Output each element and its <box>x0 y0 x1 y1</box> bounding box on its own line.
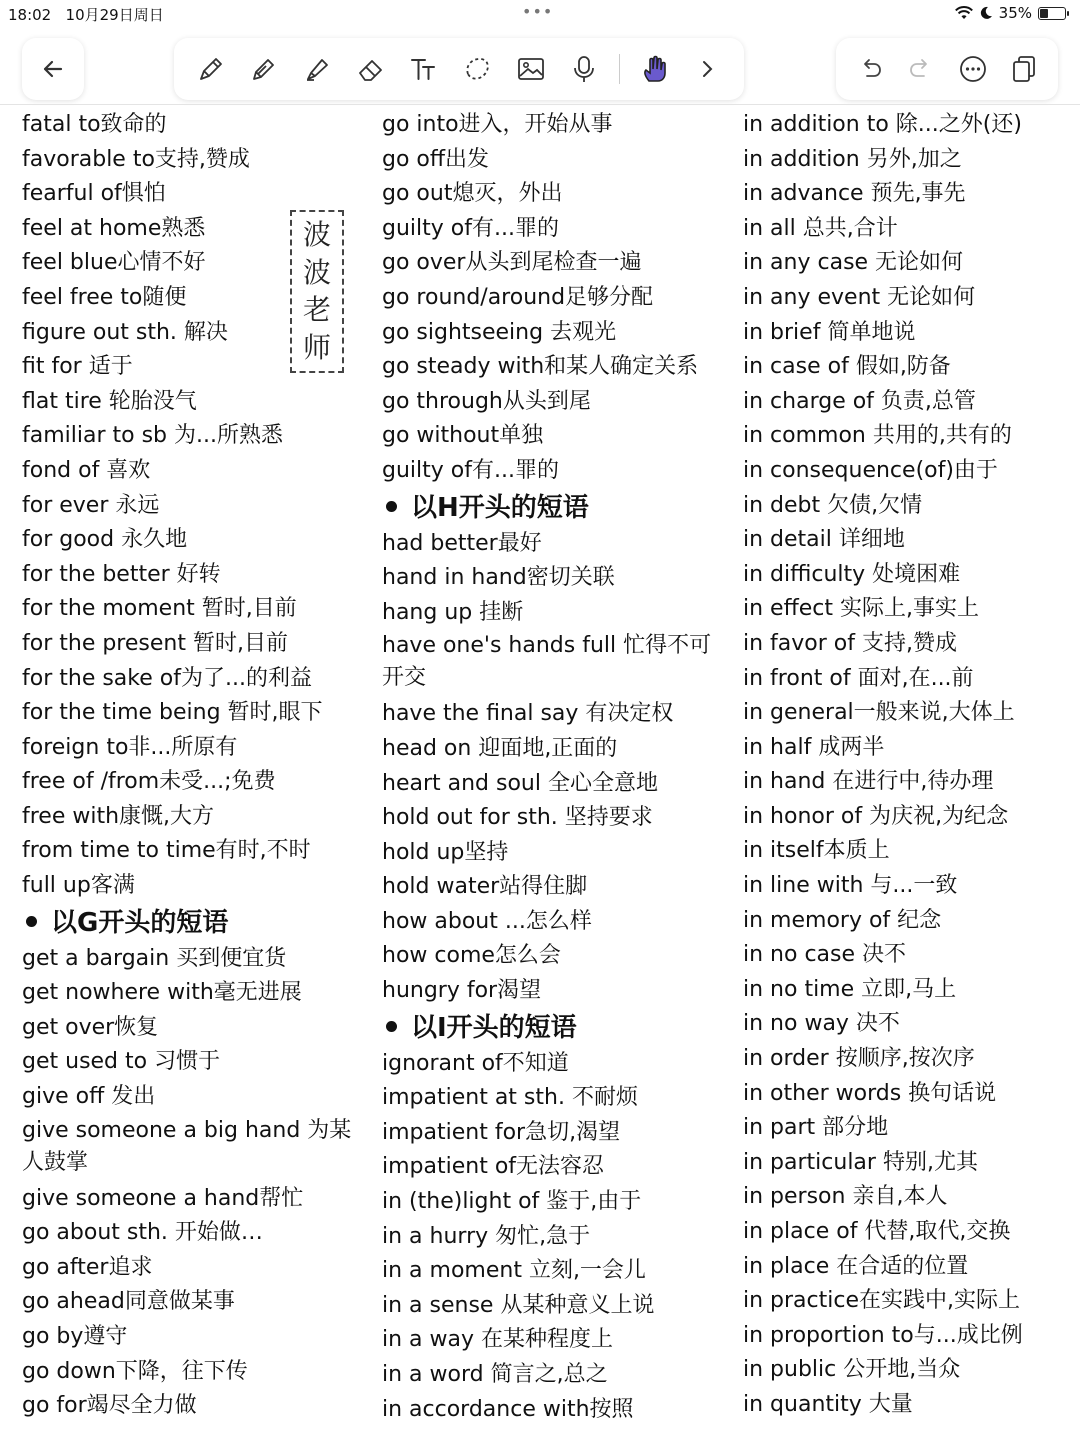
stamp-char: 波 <box>302 255 331 289</box>
phrase-line: hold up坚持 <box>382 839 509 865</box>
pencil-icon[interactable] <box>245 50 283 88</box>
phrase-line: in a way 在某种程度上 <box>382 1327 614 1353</box>
phrase-line: in favor of 支持,赞成 <box>743 630 957 656</box>
image-icon[interactable] <box>512 50 550 88</box>
phrase-line: in place 在合适的位置 <box>743 1253 969 1279</box>
phrase-line: head on 迎面地,正面的 <box>382 735 618 761</box>
stamp-char: 师 <box>302 331 331 365</box>
phrase-line: for the present 暂时,目前 <box>22 630 288 656</box>
phrase-line: foreign to非...所原有 <box>22 734 238 760</box>
phrase-line: in effect 实际上,事实上 <box>743 596 979 622</box>
phrase-line: have the final say 有决定权 <box>382 701 674 727</box>
phrase-line: feel blue心情不好 <box>22 250 206 276</box>
phrase-line: in proportion to与...成比例 <box>743 1322 1023 1348</box>
back-button[interactable] <box>22 38 84 100</box>
phrase-line: in line with 与...一致 <box>743 873 958 899</box>
bullet-icon <box>26 916 37 927</box>
chevron-right-icon[interactable] <box>688 50 726 88</box>
phrase-line: go after追求 <box>22 1254 153 1280</box>
phrase-line: impatient for急切,渴望 <box>382 1119 621 1145</box>
text-tool-icon[interactable] <box>405 50 443 88</box>
phrase-line: figure out sth. 解决 <box>22 319 228 345</box>
battery-fill <box>1040 9 1048 18</box>
phrase-line: go round/around足够分配 <box>382 284 654 310</box>
phrase-line: in person 亲自,本人 <box>743 1184 948 1210</box>
phrase-line: impatient of无法容忍 <box>382 1154 605 1180</box>
phrase-line: in a moment 立刻,一会儿 <box>382 1258 646 1284</box>
phrase-line: favorable to支持,赞成 <box>22 146 250 172</box>
phrase-line: for the sake of为了...的利益 <box>22 665 312 691</box>
phrase-line: give someone a hand帮忙 <box>22 1185 304 1211</box>
section-heading <box>22 904 362 942</box>
phrase-line: go ahead同意做某事 <box>22 1289 235 1315</box>
phrase-line: in no case 决不 <box>743 942 907 968</box>
phrase-line: in no time 立即,马上 <box>743 976 957 1002</box>
phrase-line: hungry for渴望 <box>382 978 542 1004</box>
phrase-line: fatal to致命的 <box>22 112 167 137</box>
lasso-icon[interactable] <box>458 50 496 88</box>
phrase-line: in practice在实践中,实际上 <box>743 1288 1020 1314</box>
phrase-line: in particular 特别,尤其 <box>743 1149 978 1175</box>
phrase-line: free of /from未受...;免费 <box>22 769 276 795</box>
bullet-icon <box>386 501 397 512</box>
header-divider <box>0 104 1080 105</box>
phrase-line: go out熄灭，外出 <box>382 181 563 207</box>
phrase-line: in order 按顺序,按次序 <box>743 1046 975 1072</box>
phrase-line: in debt 欠债,欠情 <box>743 492 923 518</box>
phrase-line: familiar to sb 为...所熟悉 <box>22 423 283 449</box>
phrase-line: in advance 预先,事先 <box>743 181 966 207</box>
redo-icon[interactable] <box>902 50 940 88</box>
section-heading-text: 以G开头的短语 <box>51 907 229 938</box>
phrase-line: for the better 好转 <box>22 561 221 587</box>
section-heading-text: 以I开头的短语 <box>411 1012 577 1043</box>
right-toolbar <box>836 38 1058 100</box>
date-text: 10月29日周日 <box>65 6 164 24</box>
phrase-line: in memory of 纪念 <box>743 907 942 933</box>
phrase-line: go down下降，往下传 <box>22 1358 248 1384</box>
phrase-line: impatient at sth. 不耐烦 <box>382 1085 638 1111</box>
phrase-line: get over恢复 <box>22 1014 159 1040</box>
phrase-line: in honor of 为庆祝,为纪念 <box>743 803 1009 829</box>
phrase-line: get used to 习惯于 <box>22 1049 221 1075</box>
phrase-line: full up客满 <box>22 873 135 899</box>
phrase-line: for ever 永远 <box>22 492 160 518</box>
phrase-line: feel at home熟悉 <box>22 215 206 241</box>
phrase-line: hold out for sth. 坚持要求 <box>382 805 653 831</box>
highlighter-icon[interactable] <box>298 50 336 88</box>
phrase-line: in hand 在进行中,待办理 <box>743 769 994 795</box>
phrase-line: in brief 简单地说 <box>743 319 916 345</box>
phrase-line: give off 发出 <box>22 1084 156 1110</box>
eraser-icon[interactable] <box>352 50 390 88</box>
status-bar <box>0 0 1080 28</box>
phrase-line: in place of 代替,取代,交换 <box>743 1219 1011 1244</box>
phrase-line: hand in hand密切关联 <box>382 565 615 591</box>
phrase-line: in part 部分地 <box>743 1115 889 1141</box>
phrase-line: in half 成两半 <box>743 734 885 760</box>
phrase-line: hold water站得住脚 <box>382 874 588 900</box>
phrase-line: go into进入，开始从事 <box>382 112 613 137</box>
phrase-line: in consequence(of)由于 <box>743 457 998 483</box>
phrase-line: in accordance with按照 <box>382 1396 634 1422</box>
phrase-line: had better最好 <box>382 530 542 556</box>
arrow-left-icon <box>34 50 72 88</box>
phrase-line: how about ...怎么样 <box>382 908 592 934</box>
status-right <box>955 4 1066 22</box>
phrase-line: in all 总共,合计 <box>743 215 898 241</box>
phrase-line: go for竭尽全力做 <box>22 1393 197 1419</box>
toolbar-divider <box>619 54 620 84</box>
section-heading <box>382 489 727 527</box>
note-column-2 <box>382 108 727 1427</box>
phrase-line: how come怎么会 <box>382 943 561 969</box>
phrase-line: fearful of惧怕 <box>22 181 166 207</box>
phrase-line: go steady with和某人确定关系 <box>382 354 699 380</box>
phrase-line: in addition 另外,加之 <box>743 146 962 172</box>
touch-hand-icon[interactable] <box>635 50 673 88</box>
moon-icon <box>979 6 993 20</box>
phrase-line: give someone a big hand 为某人鼓掌 <box>22 1117 352 1175</box>
section-heading <box>382 1009 727 1047</box>
multitasking-dots-icon[interactable]: ••• <box>522 2 554 21</box>
phrase-line: in other words 换句话说 <box>743 1080 997 1106</box>
phrase-line: in any case 无论如何 <box>743 250 964 276</box>
phrase-line: in a sense 从某种意义上说 <box>382 1292 655 1318</box>
phrase-line: in (the)light of 鉴于,由于 <box>382 1189 642 1215</box>
phrase-line: go sightseeing 去观光 <box>382 319 617 345</box>
phrase-line: go over从头到尾检查一遍 <box>382 250 642 276</box>
microphone-icon[interactable] <box>565 50 603 88</box>
phrase-line: from time to time有时,不时 <box>22 838 311 864</box>
undo-icon[interactable] <box>851 50 889 88</box>
clock-text: 18:02 <box>8 6 52 24</box>
phrase-line: in addition to 除...之外(还) <box>743 112 1022 137</box>
status-time <box>8 4 164 25</box>
teacher-signature-stamp <box>290 210 344 373</box>
phrase-line: in charge of 负责,总管 <box>743 388 976 414</box>
phrase-line: go by遵守 <box>22 1324 128 1349</box>
tool-palette <box>174 38 744 100</box>
phrase-line: hang up 挂断 <box>382 599 524 625</box>
phrase-line: have one's hands full 忙得不可开交 <box>382 633 712 691</box>
note-column-3 <box>743 108 1073 1423</box>
phrase-line: in detail 详细地 <box>743 527 905 553</box>
bullet-icon <box>386 1021 397 1032</box>
pages-icon[interactable] <box>1005 50 1043 88</box>
phrase-line: in itself本质上 <box>743 838 890 864</box>
phrase-line: fit for 适于 <box>22 354 133 380</box>
phrase-line: flat tire 轮胎没气 <box>22 388 197 414</box>
phrase-line: get a bargain 买到便宜货 <box>22 945 287 971</box>
phrase-line: get nowhere with毫无进展 <box>22 980 302 1006</box>
phrase-line: in general一般来说,大体上 <box>743 700 1015 726</box>
phrase-line: in quantity 大量 <box>743 1391 913 1417</box>
phrase-line: guilty of有...罪的 <box>382 457 559 483</box>
phrase-line: heart and soul 全心全意地 <box>382 770 658 796</box>
phrase-line: free with康慨,大方 <box>22 803 215 829</box>
wifi-icon <box>955 6 973 20</box>
more-icon[interactable] <box>954 50 992 88</box>
battery-percent: 35% <box>998 4 1032 22</box>
stamp-char: 老 <box>302 293 331 327</box>
phrase-line: feel free to随便 <box>22 284 187 310</box>
phrase-line: in a hurry 匆忙,急于 <box>382 1223 591 1249</box>
phrase-line: in difficulty 处境困难 <box>743 561 961 587</box>
phrase-line: guilty of有...罪的 <box>382 215 559 241</box>
pen-icon[interactable] <box>192 50 230 88</box>
phrase-line: in common 共用的,共有的 <box>743 423 1012 449</box>
phrase-line: in public 公开地,当众 <box>743 1357 961 1383</box>
phrase-line: in case of 假如,防备 <box>743 354 951 380</box>
phrase-line: for good 永久地 <box>22 527 188 553</box>
phrase-line: for the moment 暂时,目前 <box>22 596 297 622</box>
phrase-line: go off出发 <box>382 146 490 172</box>
phrase-line: go through从头到尾 <box>382 388 591 414</box>
phrase-line: in no way 决不 <box>743 1011 900 1037</box>
phrase-line: in a word 简言之,总之 <box>382 1362 608 1387</box>
phrase-line: in front of 面对,在...前 <box>743 665 974 691</box>
stamp-char: 波 <box>302 217 331 251</box>
phrase-line: for the time being 暂时,眼下 <box>22 700 323 726</box>
battery-icon <box>1038 7 1066 20</box>
phrase-line: go about sth. 开始做… <box>22 1220 263 1246</box>
phrase-line: go without单独 <box>382 423 544 449</box>
section-heading-text: 以H开头的短语 <box>411 492 589 523</box>
phrase-line: fond of 喜欢 <box>22 457 151 483</box>
phrase-line: ignorant of不知道 <box>382 1050 569 1076</box>
phrase-line: in any event 无论如何 <box>743 284 976 310</box>
